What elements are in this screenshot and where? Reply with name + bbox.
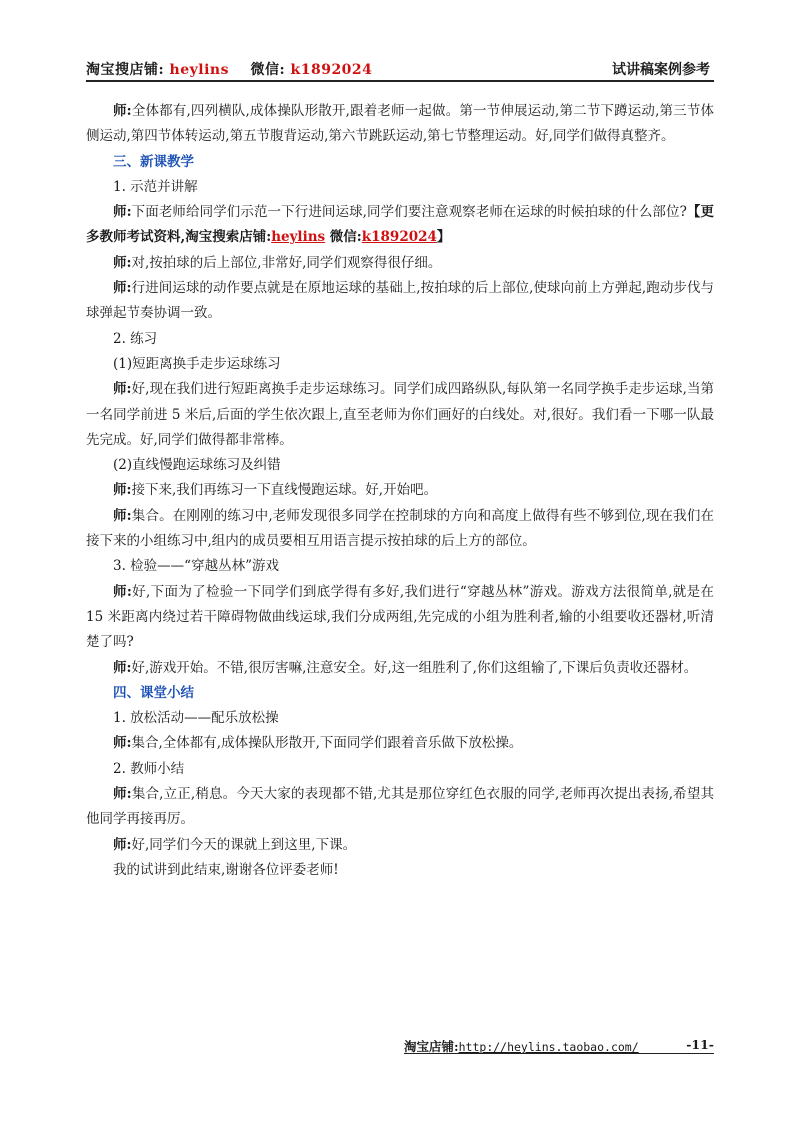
paragraph xyxy=(86,731,714,756)
promo-shop-link[interactable]: heylins xyxy=(271,229,326,246)
header-shop-label: 淘宝搜店铺: xyxy=(86,62,165,78)
speaker-label: 师: xyxy=(113,786,132,803)
subheading-practice-1: (1)短距离换手走步运球练习 xyxy=(113,355,281,372)
footer-label: 淘宝店铺: xyxy=(404,1039,459,1054)
closing-remark: 我的试讲到此结束,谢谢各位评委老师! xyxy=(113,861,339,878)
subheading-teacher-summary: 2. 教师小结 xyxy=(113,760,185,777)
subheading-game: 3. 检验——“穿越丛林”游戏 xyxy=(113,558,279,575)
speaker-label: 师: xyxy=(113,482,132,499)
paragraph-text: 对,按拍球的后上部位,非常好,同学们观察得很仔细。 xyxy=(131,254,442,271)
speaker-label: 师: xyxy=(113,836,132,853)
subheading-practice-2: (2)直线慢跑运球练习及纠错 xyxy=(113,457,281,474)
speaker-label: 师: xyxy=(113,381,132,398)
paragraph-text: 好,游戏开始。不错,很厉害嘛,注意安全。好,这一组胜利了,你们这组输了,下课后负责收还器材。 xyxy=(131,659,698,676)
speaker-label: 师: xyxy=(113,735,132,752)
paragraph-text: 集合,立正,稍息。今天大家的表现都不错,尤其是那位穿红色衣服的同学,老师再次提出表扬,希望其他同学再接再厉。 xyxy=(86,786,714,828)
speaker-label: 师: xyxy=(113,583,132,600)
paragraph-text: 好,同学们今天的课就上到这里,下课。 xyxy=(131,836,357,853)
section-heading-new-lesson: 三、新课教学 xyxy=(113,153,194,170)
header-title: 试讲稿案例参考 xyxy=(612,62,710,78)
paragraph-text: 集合。在刚刚的练习中,老师发现很多同学在控制球的方向和高度上做得有些不够到位,现在我们在接下来的小组练习中,组内的成员要相互用语言提示按拍球的后上方的部位。 xyxy=(86,507,714,550)
paragraph xyxy=(86,276,714,327)
speaker-label: 师: xyxy=(113,254,132,271)
page-number: -11- xyxy=(686,1037,714,1052)
speaker-label: 师: xyxy=(113,659,132,676)
subheading-practice: 2. 练习 xyxy=(113,330,158,347)
promo-close: 】 xyxy=(436,229,451,246)
paragraph-text: 好,现在我们进行短距离换手走步运球练习。同学们成四路纵队,每队第一名同学换手走步运球,当第一名同学前进 5 米后,后面的学生依次跟上,直至老师为你们画好的白线处。对,很好。我们看一下哪一队最先完成。好,同学们做得都非常棒。 xyxy=(86,381,715,448)
paragraph xyxy=(86,656,714,681)
paragraph-text: 集合,全体都有,成体操队形散开,下面同学们跟着音乐做下放松操。 xyxy=(131,735,523,752)
paragraph xyxy=(86,504,714,555)
paragraph xyxy=(86,833,714,858)
paragraph xyxy=(86,251,714,276)
paragraph-text: 接下来,我们再练习一下直线慢跑运球。好,开始吧。 xyxy=(131,482,438,499)
paragraph xyxy=(86,782,714,833)
promo-open: 【更多教师考试资料,淘宝搜索店铺: xyxy=(86,204,715,246)
paragraph xyxy=(86,478,714,503)
header-wechat-id: k1892024 xyxy=(290,62,373,78)
speaker-label: 师: xyxy=(113,280,132,297)
header-wechat-label: 微信: xyxy=(250,62,286,78)
section-heading-summary: 四、课堂小结 xyxy=(113,684,194,701)
header-shop-name: heylins xyxy=(169,62,229,78)
paragraph xyxy=(86,377,714,453)
speaker-label: 师: xyxy=(113,204,132,221)
paragraph-text: 行进间运球的动作要点就是在原地运球的基础上,按拍球的后上部位,使球向前上方弹起,跑动步伐与球弹起节奏协调一致。 xyxy=(86,280,715,322)
paragraph-text: 全体都有,四列横队,成体操队形散开,跟着老师一起做。第一节伸展运动,第二节下蹲运动,第三节体侧运动,第四节体转运动,第五节腹背运动,第六节跳跃运动,第七节整理运动。好,同学们做得真整齐。 xyxy=(86,103,714,145)
promo-wechat-label: 微信: xyxy=(325,229,362,246)
paragraph-text: 下面老师给同学们示范一下行进间运球,同学们要注意观察老师在运球的时候拍球的什么部位? xyxy=(131,204,687,221)
subheading-demo: 1. 示范并讲解 xyxy=(113,178,198,195)
paragraph xyxy=(86,99,714,150)
speaker-label: 师: xyxy=(113,507,132,524)
header-shop-info xyxy=(86,59,372,79)
paragraph-text: 好,下面为了检验一下同学们到底学得有多好,我们进行“穿越丛林”游戏。游戏方法很简单,就是在 15 米距离内绕过若干障碍物做曲线运球,我们分成两组,先完成的小组为胜利者,输的小组要收还器材,听清楚了吗? xyxy=(86,583,714,651)
page-footer xyxy=(404,1037,714,1054)
speaker-label: 师: xyxy=(113,103,132,119)
subheading-relax: 1. 放松活动——配乐放松操 xyxy=(113,710,279,727)
document-body xyxy=(86,99,714,883)
paragraph xyxy=(86,200,714,251)
paragraph xyxy=(86,580,714,656)
promo-wechat-link[interactable]: k1892024 xyxy=(361,229,437,246)
footer-shop-url[interactable]: http://heylins.taobao.com/ xyxy=(458,1040,639,1054)
page-header xyxy=(86,56,714,82)
